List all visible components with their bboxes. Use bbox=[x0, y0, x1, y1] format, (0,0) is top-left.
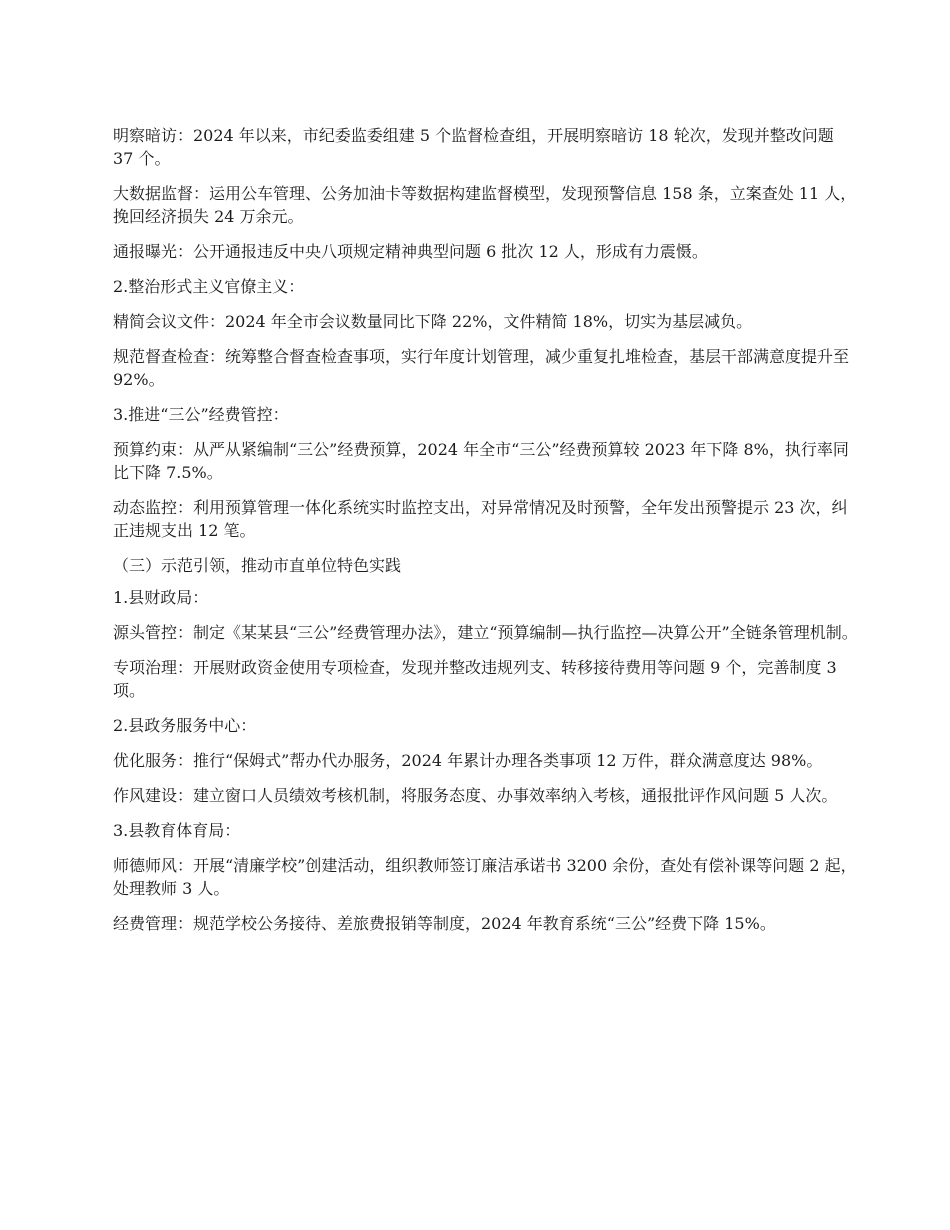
paragraph-exposure: 通报曝光：公开通报违反中央八项规定精神典型问题 6 批次 12 人，形成有力震慑。 bbox=[113, 242, 708, 261]
paragraph-monitoring: 动态监控：利用预算管理一体化系统实时监控支出，对异常情况及时预警，全年发出预警提示 23 次，纠正违规支出 12 笔。 bbox=[113, 498, 848, 540]
subsection-heading-education: 3.县教育体育局： bbox=[113, 821, 241, 840]
paragraph-work-style: 作风建设：建立窗口人员绩效考核机制，将服务态度、办事效率纳入考核，通报批评作风问题 5 人次。 bbox=[113, 786, 838, 805]
document-body bbox=[113, 124, 858, 947]
paragraph-meetings: 精简会议文件：2024 年全市会议数量同比下降 22%，文件精简 18%，切实为基层减负。 bbox=[113, 312, 753, 331]
subsection-heading-service-center: 2.县政务服务中心： bbox=[113, 716, 257, 735]
paragraph-source-control: 源头管控：制定《某某县“三公”经费管理办法》，建立“预算编制—执行监控—决算公开”全链条管理机制。 bbox=[113, 623, 858, 642]
paragraph-special-governance: 专项治理：开展财政资金使用专项检查，发现并整改违规列支、转移接待费用等问题 9 个，完善制度 3 项。 bbox=[113, 658, 837, 700]
section-heading-demonstration: （三）示范引领，推动市直单位特色实践 bbox=[113, 556, 402, 575]
section-heading-three-public: 3.推进“三公”经费管控： bbox=[113, 405, 289, 424]
paragraph-service: 优化服务：推行“保姆式”帮办代办服务，2024 年累计办理各类事项 12 万件，群众满意度达 98%。 bbox=[113, 751, 823, 770]
paragraph-inspection: 明察暗访：2024 年以来，市纪委监委组建 5 个监督检查组，开展明察暗访 18 轮次，发现并整改问题 37 个。 bbox=[113, 126, 834, 168]
section-heading-formalism: 2.整治形式主义官僚主义： bbox=[113, 277, 305, 296]
paragraph-budget: 预算约束：从严从紧编制“三公”经费预算，2024 年全市“三公”经费预算较 2023 年下降 8%，执行率同比下降 7.5%。 bbox=[113, 440, 849, 482]
paragraph-teacher-ethics: 师德师风：开展“清廉学校”创建活动，组织教师签订廉洁承诺书 3200 余份，查处有偿补课等问题 2 起，处理教师 3 人。 bbox=[113, 856, 857, 898]
paragraph-big-data: 大数据监督：运用公车管理、公务加油卡等数据构建监督模型，发现预警信息 158 条，立案查处 11 人，挽回经济损失 24 万余元。 bbox=[113, 184, 857, 226]
subsection-heading-finance: 1.县财政局： bbox=[113, 588, 209, 607]
paragraph-supervision: 规范督查检查：统筹整合督查检查事项，实行年度计划管理，减少重复扎堆检查，基层干部满意度提升至 92%。 bbox=[113, 347, 850, 389]
paragraph-funding: 经费管理：规范学校公务接待、差旅费报销等制度，2024 年教育系统“三公”经费下降 15%。 bbox=[113, 914, 776, 933]
